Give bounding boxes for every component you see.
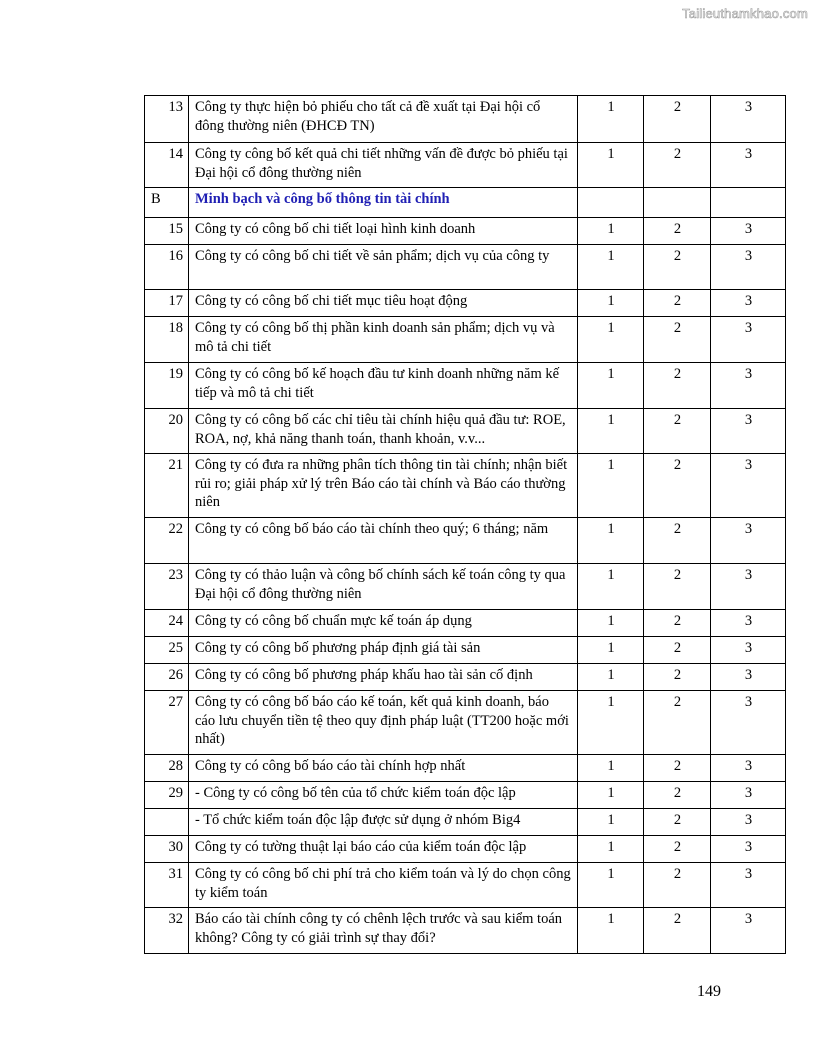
score-option-3: 3 [711,809,786,836]
empty-score-cell [644,188,711,218]
row-number: 26 [145,664,189,691]
criterion-text: Công ty có thảo luận và công bố chính sách kế toán công ty qua Đại hội cổ đông thường niên [189,564,578,610]
row-number: 13 [145,96,189,143]
score-option-2: 2 [644,908,711,954]
row-number: 19 [145,363,189,409]
score-option-2: 2 [644,691,711,755]
table-row [145,245,786,290]
score-option-2: 2 [644,782,711,809]
score-option-3: 3 [711,908,786,954]
criterion-text: Công ty có công bố kế hoạch đầu tư kinh doanh những năm kế tiếp và mô tả chi tiết [189,363,578,409]
score-option-1: 1 [578,317,644,363]
score-option-1: 1 [578,564,644,610]
page-number: 149 [697,983,721,1000]
survey-table-body [145,96,786,954]
score-option-1: 1 [578,755,644,782]
criterion-text: Công ty thực hiện bỏ phiếu cho tất cả đề xuất tại Đại hội cổ đông thường niên (ĐHCĐ TN) [189,96,578,143]
score-option-3: 3 [711,143,786,188]
criterion-text: Công ty có tường thuật lại báo cáo của kiểm toán độc lập [189,836,578,863]
table-row [145,863,786,908]
row-number: 14 [145,143,189,188]
score-option-2: 2 [644,809,711,836]
table-row [145,290,786,317]
table-row [145,317,786,363]
criterion-text: - Công ty có công bố tên của tổ chức kiểm toán độc lập [189,782,578,809]
row-number: 21 [145,454,189,518]
score-option-3: 3 [711,610,786,637]
row-number: 27 [145,691,189,755]
score-option-3: 3 [711,218,786,245]
table-row [145,809,786,836]
row-number: 24 [145,610,189,637]
score-option-2: 2 [644,96,711,143]
criterion-text: Công ty có công bố chi tiết về sản phẩm; dịch vụ của công ty [189,245,578,290]
score-option-2: 2 [644,143,711,188]
score-option-1: 1 [578,908,644,954]
table-row [145,143,786,188]
score-option-2: 2 [644,836,711,863]
score-option-2: 2 [644,409,711,454]
score-option-3: 3 [711,409,786,454]
score-option-3: 3 [711,836,786,863]
table-row [145,691,786,755]
table-row [145,96,786,143]
table-row [145,409,786,454]
score-option-3: 3 [711,454,786,518]
row-number: 25 [145,637,189,664]
score-option-1: 1 [578,782,644,809]
criterion-text: Công ty công bố kết quả chi tiết những vấn đề được bỏ phiếu tại Đại hội cổ đông thường niên [189,143,578,188]
score-option-1: 1 [578,691,644,755]
score-option-1: 1 [578,245,644,290]
score-option-2: 2 [644,317,711,363]
score-option-2: 2 [644,755,711,782]
score-option-3: 3 [711,317,786,363]
row-number: 29 [145,782,189,809]
table-row [145,908,786,954]
score-option-3: 3 [711,637,786,664]
score-option-1: 1 [578,218,644,245]
criterion-text: Công ty có công bố chi tiết loại hình kinh doanh [189,218,578,245]
row-number: 18 [145,317,189,363]
section-heading-row [145,188,786,218]
row-number: 30 [145,836,189,863]
score-option-2: 2 [644,664,711,691]
score-option-1: 1 [578,143,644,188]
score-option-2: 2 [644,564,711,610]
row-number: 17 [145,290,189,317]
table-row [145,836,786,863]
criterion-text: Công ty có công bố phương pháp khấu hao tài sản cố định [189,664,578,691]
section-heading: Minh bạch và công bố thông tin tài chính [189,188,578,218]
table-row [145,755,786,782]
criterion-text: Công ty có đưa ra những phân tích thông tin tài chính; nhận biết rủi ro; giải pháp xử lý trên Báo cáo tài chính và Báo cáo thường niên [189,454,578,518]
criterion-text: Công ty có công bố báo cáo tài chính hợp nhất [189,755,578,782]
score-option-1: 1 [578,96,644,143]
score-option-1: 1 [578,409,644,454]
empty-score-cell [711,188,786,218]
row-number: 23 [145,564,189,610]
table-row [145,637,786,664]
score-option-3: 3 [711,290,786,317]
row-number: 15 [145,218,189,245]
criterion-text: Công ty có công bố các chỉ tiêu tài chính hiệu quả đầu tư: ROE, ROA, nợ, khả năng thanh toán, thanh khoản, v.v... [189,409,578,454]
criterion-text: Công ty có công bố chuẩn mực kế toán áp dụng [189,610,578,637]
table-row [145,610,786,637]
score-option-2: 2 [644,518,711,564]
row-number: 20 [145,409,189,454]
row-number [145,809,189,836]
survey-table [144,95,786,954]
score-option-3: 3 [711,664,786,691]
criterion-text: Công ty có công bố chi tiết mục tiêu hoạt động [189,290,578,317]
score-option-2: 2 [644,863,711,908]
watermark-text: Tailieuthamkhao.com [682,6,808,21]
empty-score-cell [578,188,644,218]
score-option-2: 2 [644,363,711,409]
row-number: 31 [145,863,189,908]
criterion-text: Báo cáo tài chính công ty có chênh lệch trước và sau kiểm toán không? Công ty có giải trình sự thay đổi? [189,908,578,954]
table-row [145,454,786,518]
score-option-3: 3 [711,363,786,409]
table-row [145,518,786,564]
score-option-1: 1 [578,863,644,908]
row-number: 28 [145,755,189,782]
row-number: 16 [145,245,189,290]
score-option-1: 1 [578,363,644,409]
score-option-3: 3 [711,863,786,908]
table-row [145,363,786,409]
score-option-2: 2 [644,610,711,637]
criterion-text: Công ty có công bố thị phần kinh doanh sản phẩm; dịch vụ và mô tả chi tiết [189,317,578,363]
table-row [145,564,786,610]
table-row [145,782,786,809]
score-option-3: 3 [711,755,786,782]
score-option-3: 3 [711,96,786,143]
table-row [145,664,786,691]
score-option-1: 1 [578,610,644,637]
score-option-1: 1 [578,637,644,664]
score-option-3: 3 [711,782,786,809]
criterion-text: Công ty có công bố báo cáo kế toán, kết quả kinh doanh, báo cáo lưu chuyển tiền tệ theo quy định pháp luật (TT200 hoặc mới nhất) [189,691,578,755]
score-option-1: 1 [578,809,644,836]
section-letter: B [145,188,189,218]
score-option-1: 1 [578,518,644,564]
score-option-2: 2 [644,290,711,317]
score-option-3: 3 [711,518,786,564]
score-option-1: 1 [578,664,644,691]
criterion-text: Công ty có công bố báo cáo tài chính theo quý; 6 tháng; năm [189,518,578,564]
criterion-text: Công ty có công bố chi phí trả cho kiểm toán và lý do chọn công ty kiểm toán [189,863,578,908]
score-option-1: 1 [578,836,644,863]
table-row [145,218,786,245]
row-number: 32 [145,908,189,954]
score-option-2: 2 [644,454,711,518]
criterion-text: - Tổ chức kiểm toán độc lập được sử dụng ở nhóm Big4 [189,809,578,836]
score-option-3: 3 [711,691,786,755]
criterion-text: Công ty có công bố phương pháp định giá tài sản [189,637,578,664]
row-number: 22 [145,518,189,564]
score-option-3: 3 [711,245,786,290]
score-option-1: 1 [578,454,644,518]
score-option-3: 3 [711,564,786,610]
score-option-1: 1 [578,290,644,317]
score-option-2: 2 [644,637,711,664]
score-option-2: 2 [644,245,711,290]
score-option-2: 2 [644,218,711,245]
